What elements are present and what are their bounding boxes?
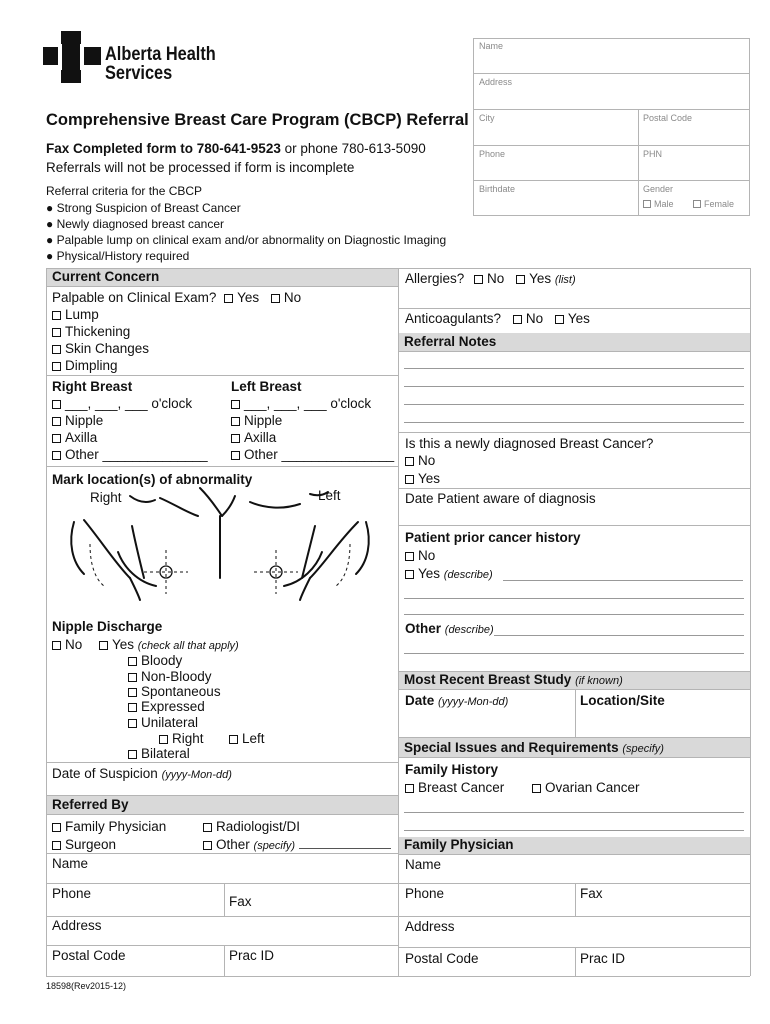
- criteria-item: ● Palpable lump on clinical exam and/or abnormality on Diagnostic Imaging: [46, 233, 447, 247]
- patient-name-field[interactable]: Name: [479, 41, 504, 51]
- newly-diagnosed-question: Is this a newly diagnosed Breast Cancer?: [405, 436, 654, 451]
- date-of-suspicion-field[interactable]: Date of Suspicion (yyyy-Mon-dd): [52, 766, 232, 781]
- fax-instruction: [46, 141, 426, 157]
- date-aware-field[interactable]: Date Patient aware of diagnosis: [405, 491, 596, 506]
- allergies-no-checkbox[interactable]: No: [474, 271, 504, 286]
- referred-by-header: Referred By: [47, 796, 398, 814]
- prior-history-header: Patient prior cancer history: [405, 530, 581, 545]
- thickening-checkbox[interactable]: Thickening: [52, 324, 130, 340]
- diagram-left-label: Left: [318, 488, 341, 503]
- current-concern-header: Current Concern: [47, 269, 398, 286]
- patient-birthdate-field[interactable]: Birthdate: [479, 184, 516, 194]
- unilateral-left-checkbox[interactable]: Left: [229, 731, 265, 747]
- patient-address-field[interactable]: Address: [479, 77, 513, 87]
- family-history-label: Family History: [405, 762, 499, 777]
- referrer-name-field[interactable]: Name: [52, 856, 89, 871]
- anticoagulants-question: Anticoagulants? No Yes: [405, 311, 590, 326]
- right-clock-checkbox[interactable]: ___, ___, ___ o'clock: [52, 396, 192, 412]
- dimpling-checkbox[interactable]: Dimpling: [52, 358, 118, 374]
- phone-number: or phone 780-613-5090: [280, 141, 426, 156]
- fp-prac-id-field[interactable]: Prac ID: [580, 951, 626, 966]
- referral-notes-area[interactable]: [404, 352, 744, 432]
- mark-location-heading: Mark location(s) of abnormality: [52, 472, 253, 487]
- referrer-fax-field[interactable]: Fax: [229, 894, 252, 909]
- recent-study-header: Most Recent Breast Study (if known): [399, 672, 750, 689]
- fp-phone-field[interactable]: Phone: [405, 886, 445, 901]
- left-axilla-checkbox[interactable]: Axilla: [231, 430, 276, 446]
- newly-diagnosed-no-checkbox[interactable]: No: [405, 453, 435, 469]
- non-bloody-checkbox[interactable]: Non-Bloody: [128, 669, 212, 685]
- criteria-heading: Referral criteria for the CBCP: [46, 184, 203, 198]
- gender-male-checkbox[interactable]: Male: [643, 199, 674, 209]
- criteria-item: ● Newly diagnosed breast cancer: [46, 217, 225, 231]
- family-physician-header: Family Physician: [399, 837, 750, 854]
- discharge-no-checkbox[interactable]: No: [52, 637, 82, 653]
- special-issues-header: Special Issues and Requirements (specify): [399, 738, 750, 757]
- right-nipple-checkbox[interactable]: Nipple: [52, 413, 103, 429]
- patient-city-field[interactable]: City: [479, 113, 495, 123]
- criteria-item: ● Physical/History required: [46, 249, 190, 263]
- prior-history-no-checkbox[interactable]: No: [405, 548, 435, 564]
- allergies-question: Allergies? No Yes (list): [405, 271, 576, 286]
- patient-phn-field[interactable]: PHN: [643, 149, 663, 159]
- referral-notes-header: Referral Notes: [399, 333, 750, 351]
- palpable-question: Palpable on Clinical Exam? Yes No: [52, 290, 302, 305]
- fax-number: Fax Completed form to 780-641-9523: [46, 141, 281, 156]
- referrer-other-checkbox[interactable]: Other (specify): [203, 837, 391, 854]
- palpable-no-checkbox[interactable]: No: [271, 290, 301, 305]
- left-other-checkbox[interactable]: Other _______________: [231, 447, 394, 463]
- unilateral-checkbox[interactable]: Unilateral: [128, 715, 198, 731]
- breast-diagram[interactable]: [60, 482, 380, 612]
- radiologist-checkbox[interactable]: Radiologist/DI: [203, 819, 300, 835]
- unilateral-right-checkbox[interactable]: Right: [159, 731, 204, 747]
- bloody-checkbox[interactable]: Bloody: [128, 653, 182, 669]
- patient-postal-code-field[interactable]: Postal Code: [643, 113, 693, 123]
- other-describe-field[interactable]: Other (describe): [405, 621, 494, 636]
- family-ovarian-cancer-checkbox[interactable]: Ovarian Cancer: [532, 780, 640, 796]
- anticoagulants-no-checkbox[interactable]: No: [513, 311, 543, 326]
- palpable-yes-checkbox[interactable]: Yes: [224, 290, 259, 305]
- fp-fax-field[interactable]: Fax: [580, 886, 603, 901]
- form-number: 18598(Rev2015-12): [46, 981, 127, 991]
- expressed-checkbox[interactable]: Expressed: [128, 699, 205, 715]
- logo-line1: Alberta Health: [105, 44, 216, 65]
- page-title: Comprehensive Breast Care Program (CBCP) Referral: [46, 111, 469, 129]
- skin-changes-checkbox[interactable]: Skin Changes: [52, 341, 149, 357]
- allergies-yes-checkbox[interactable]: Yes (list): [516, 271, 576, 286]
- incomplete-note: Referrals will not be processed if form is incomplete: [46, 160, 355, 175]
- spontaneous-checkbox[interactable]: Spontaneous: [128, 684, 221, 700]
- right-axilla-checkbox[interactable]: Axilla: [52, 430, 97, 446]
- referrer-address-field[interactable]: Address: [52, 918, 102, 933]
- right-breast-heading: Right Breast: [52, 379, 133, 394]
- diagram-right-label: Right: [90, 490, 122, 505]
- fp-name-field[interactable]: Name: [405, 857, 442, 872]
- patient-gender-label: Gender: [643, 184, 674, 194]
- patient-phone-field[interactable]: Phone: [479, 149, 506, 159]
- left-breast-heading: Left Breast: [231, 379, 302, 394]
- nipple-discharge-header: Nipple Discharge: [52, 619, 163, 634]
- study-location-field[interactable]: Location/Site: [580, 693, 665, 708]
- referrer-phone-field[interactable]: Phone: [52, 886, 92, 901]
- bilateral-checkbox[interactable]: Bilateral: [128, 746, 190, 762]
- referrer-prac-id-field[interactable]: Prac ID: [229, 948, 275, 963]
- criteria-item: ● Strong Suspicion of Breast Cancer: [46, 201, 241, 215]
- left-nipple-checkbox[interactable]: Nipple: [231, 413, 282, 429]
- ahs-logo-mark-icon: [43, 31, 101, 83]
- study-date-field[interactable]: Date (yyyy-Mon-dd): [405, 693, 509, 708]
- surgeon-checkbox[interactable]: Surgeon: [52, 837, 116, 853]
- family-breast-cancer-checkbox[interactable]: Breast Cancer: [405, 780, 504, 796]
- newly-diagnosed-yes-checkbox[interactable]: Yes: [405, 471, 440, 487]
- lump-checkbox[interactable]: Lump: [52, 307, 99, 323]
- logo-line2: Services: [105, 63, 173, 84]
- family-physician-checkbox[interactable]: Family Physician: [52, 819, 166, 835]
- right-other-checkbox[interactable]: Other ______________: [52, 447, 208, 463]
- anticoagulants-yes-checkbox[interactable]: Yes: [555, 311, 590, 326]
- fp-address-field[interactable]: Address: [405, 919, 455, 934]
- discharge-yes-checkbox[interactable]: Yes (check all that apply): [99, 637, 239, 654]
- referrer-postal-code-field[interactable]: Postal Code: [52, 948, 126, 963]
- ahs-logo: [43, 31, 223, 87]
- left-clock-checkbox[interactable]: ___, ___, ___ o'clock: [231, 396, 371, 412]
- fp-postal-code-field[interactable]: Postal Code: [405, 951, 479, 966]
- prior-history-yes-checkbox[interactable]: Yes (describe): [405, 566, 493, 583]
- gender-female-checkbox[interactable]: Female: [693, 199, 734, 209]
